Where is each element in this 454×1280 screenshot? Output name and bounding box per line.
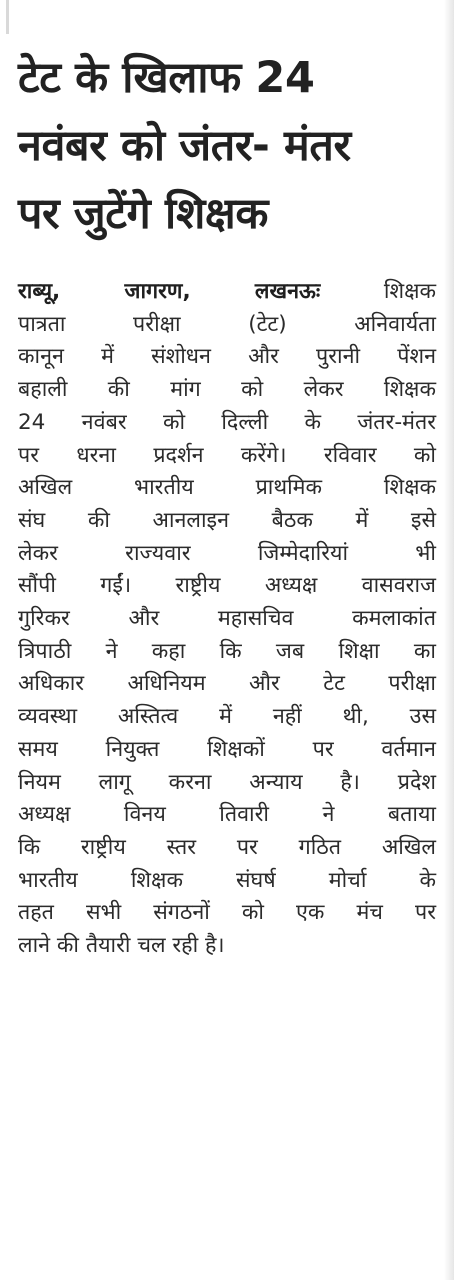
body-line: पर धरना प्रदर्शन करेंगे। रविवार को — [18, 442, 436, 468]
body-line: अखिल भारतीय प्राथमिक शिक्षक — [18, 475, 436, 501]
body-line: 24 नवंबर को दिल्ली के जंतर-मंतर — [18, 409, 436, 435]
body-line: नियम लागू करना अन्याय है। प्रदेश — [18, 769, 436, 795]
article-body — [18, 276, 436, 963]
headline-line: पर जुटेंगे शिक्षक — [18, 189, 268, 239]
article-headline — [18, 44, 438, 248]
body-line: तहत सभी संगठनों को एक मंच पर — [18, 900, 436, 926]
body-line: अध्यक्ष विनय तिवारी ने बताया — [18, 802, 436, 828]
body-line: कि राष्ट्रीय स्तर पर गठित अखिल — [18, 834, 436, 860]
body-line: लेकर राज्यवार जिम्मेदारियां भी — [18, 540, 436, 566]
body-line: गुरिकर और महासचिव कमलाकांत — [18, 606, 436, 632]
body-line: सौंपी गईं। राष्ट्रीय अध्यक्ष वासवराज — [18, 573, 436, 599]
body-line-first — [18, 276, 436, 309]
column-rule — [6, 0, 9, 34]
body-line: कानून में संशोधन और पुरानी पेंशन — [18, 344, 436, 370]
body-line: व्यवस्था अस्तित्व में नहीं थी, उस — [18, 704, 436, 730]
body-line: संघ की आनलाइन बैठक में इसे — [18, 507, 436, 533]
body-line-text: शिक्षक — [383, 279, 436, 304]
page-edge-shadow — [444, 0, 454, 1280]
body-line: पात्रता परीक्षा (टेट) अनिवार्यता — [18, 311, 436, 337]
headline-line: टेट के खिलाफ 24 — [18, 53, 315, 103]
body-line: बहाली की मांग को लेकर शिक्षक — [18, 377, 436, 403]
dateline: राब्यू, जागरण, लखनऊः — [18, 279, 321, 304]
body-line: अधिकार अधिनियम और टेट परीक्षा — [18, 671, 436, 697]
body-line: समय नियुक्त शिक्षकों पर वर्तमान — [18, 736, 436, 762]
body-line: भारतीय शिक्षक संघर्ष मोर्चा के — [18, 867, 436, 893]
body-line: लाने की तैयारी चल रही है। — [18, 933, 225, 959]
headline-line: नवंबर को जंतर- मंतर — [18, 121, 351, 171]
body-line: त्रिपाठी ने कहा कि जब शिक्षा का — [18, 638, 436, 664]
